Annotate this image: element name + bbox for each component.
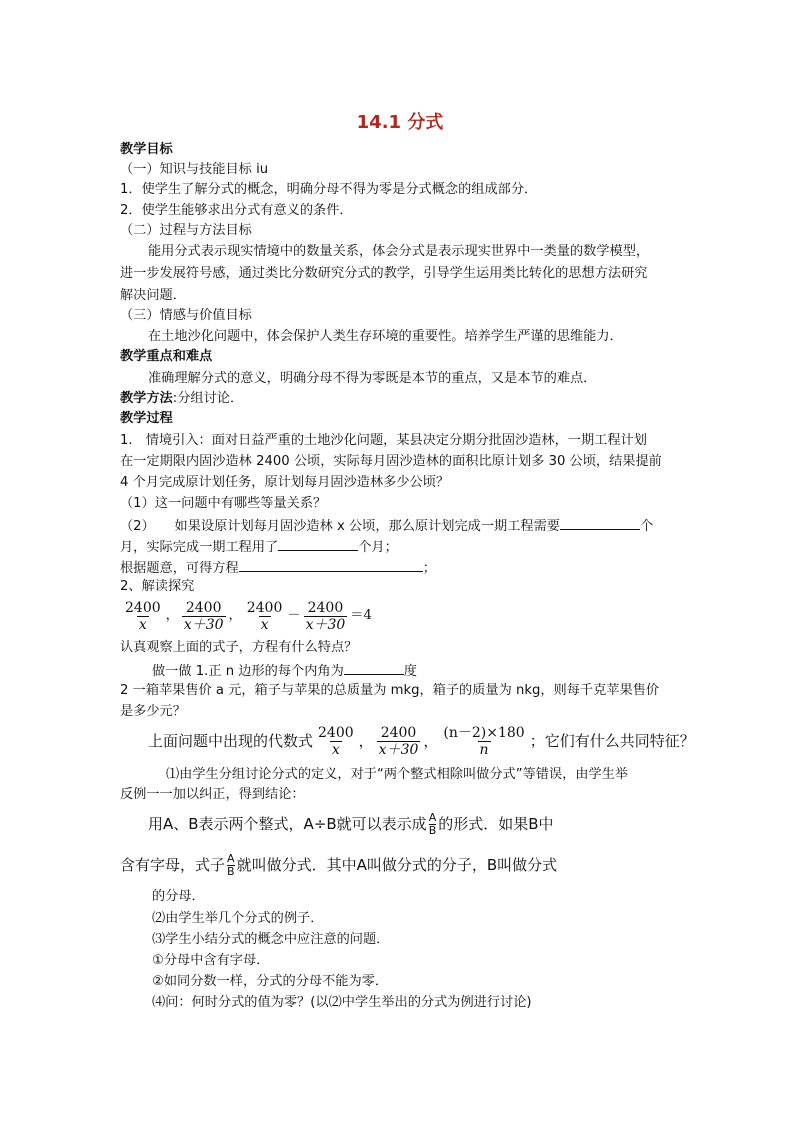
- step3: ⑶学生小结分式的概念中应注意的问题．: [152, 932, 390, 947]
- key-para: 准确理解分式的意义，明确分母不得为零既是本节的重点，又是本节的难点．: [148, 371, 597, 386]
- goal1-item1: 1．使学生了解分式的概念，明确分母不得为零是分式概念的组成部分．: [120, 182, 538, 197]
- fraction-row: $\frac{2400}{x}$ ， $\frac{2400}{x+30}$ ， $\frac{2400}{x}$ － $\frac{2400}{x+30}$ ＝4: [125, 599, 372, 633]
- equation-fraction-1: $\frac{2400}{x}$: [246, 599, 283, 633]
- expr-fraction-1: $\frac{2400}{x}$: [318, 724, 354, 758]
- goal2-para-line3: 解决问题．: [120, 288, 186, 303]
- answer-blank-2[interactable]: [278, 537, 358, 551]
- question3-line: [120, 558, 436, 578]
- step4: ⑷问：何时分式的值为零？(以⑵中学生举出的分式为例进行讨论): [152, 995, 532, 1010]
- expression-row: 上面问题中出现的代数式 $\frac{2400}{x}$ ， $\frac{2400}{x+30}$ ， $\frac{(n-2)\times 180}{n}$ ；它们有什么共同特征？: [148, 724, 695, 758]
- expr-fraction-3: $\frac{(n-2)\times 180}{n}$: [443, 724, 525, 758]
- definition-text3: 含有字母，式子: [120, 856, 226, 874]
- definition-text4: 就叫做分式．其中A叫做分式的分子，B叫做分式: [236, 856, 558, 874]
- method-line: [120, 390, 243, 408]
- goal3-heading: （三）情感与价值目标: [120, 308, 252, 323]
- expression-question: ；它们有什么共同特征？: [529, 732, 695, 750]
- goal1-item2: 2．使学生能够求出分式有意义的条件．: [120, 203, 353, 218]
- try-unit: 度: [403, 664, 417, 679]
- question2-line1: [120, 516, 653, 536]
- question2-unit2: 个月；: [358, 540, 398, 555]
- definition-line3: 的分母．: [152, 889, 205, 904]
- fraction-a-over-b-2: A B: [227, 851, 235, 878]
- observe-line: 认真观察上面的式子，方程有什么特点？: [120, 640, 358, 655]
- answer-blank-3[interactable]: [239, 558, 423, 572]
- definition-line1: [148, 808, 554, 840]
- goal2-para-line2: 进一步发展符号感，通过类比分数研究分式的教学，引导学生运用类比转化的思想方法研究: [120, 266, 648, 281]
- discussion-line1: ⑴由学生分组讨论分式的定义，对于“两个整式相除叫做分式”等错误，由学生举: [166, 767, 629, 782]
- step3-note1: ①分母中含有字母．: [152, 953, 270, 968]
- goal3-para: 在土地沙化问题中，体会保护人类生存环境的重要性。培养学生严谨的思维能力．: [148, 329, 623, 344]
- fraction-2400-over-x30: $\frac{2400}{x+30}$: [183, 599, 224, 633]
- expression-text: 上面问题中出现的代数式: [148, 732, 314, 750]
- fraction-2400-over-x: $\frac{2400}{x}$: [125, 599, 161, 633]
- question3-text: 根据题意，可得方程: [120, 561, 239, 576]
- try-text: 做一做 1.正 n 边形的每个内角为: [152, 664, 344, 679]
- goal2-para-line1: 能用分式表示现实情境中的数量关系，体会分式是表示现实世界中一类量的数学模型，: [148, 244, 650, 259]
- explore-heading: 2、解读探究: [120, 579, 195, 594]
- method-value: :分组讨论．: [172, 391, 244, 406]
- apple-line2: 是多少元？: [120, 704, 186, 719]
- equation-fraction-2: $\frac{2400}{x+30}$: [305, 599, 346, 633]
- apple-line1: 2 一箱苹果售价 a 元，箱子与苹果的总质量为 mkg，箱子的质量为 nkg，则每千克苹果售价: [120, 683, 660, 698]
- document-title: 14.1 分式: [356, 112, 444, 133]
- goals-heading: 教学目标: [120, 142, 173, 157]
- problem1-line2: 在一定期限内固沙造林 2400 公顷，实际每月固沙造林的面积比原计划多 30 公顷，结果提前: [120, 454, 662, 469]
- try-line: [152, 661, 417, 681]
- discussion-line2: 反例一一加以纠正，得到结论：: [120, 787, 305, 802]
- expr-fraction-2: $\frac{2400}{x+30}$: [378, 724, 419, 758]
- answer-blank-1[interactable]: [560, 516, 640, 530]
- process-heading: 教学过程: [120, 411, 173, 426]
- question3-end: ；: [422, 561, 436, 576]
- question2-text: （2） 如果设原计划每月固沙造林 x 公顷，那么原计划完成一期工程需要: [120, 519, 560, 534]
- problem1-line1: 1. 情境引入：面对日益严重的土地沙化问题，某县决定分期分批固沙造林，一期工程计划: [120, 433, 647, 448]
- step2: ⑵由学生举几个分式的例子．: [152, 911, 324, 926]
- question2-unit: 个: [639, 519, 654, 534]
- goal2-heading: （二）过程与方法目标: [120, 223, 252, 238]
- question2-line2: [120, 537, 398, 557]
- step3-note2: ②如同分数一样，分式的分母不能为零．: [152, 974, 389, 989]
- question2-text2: 月，实际完成一期工程用了: [120, 540, 279, 555]
- problem1-line3: 4 个月完成原计划任务，原计划每月固沙造林多少公顷？: [120, 475, 450, 490]
- key-heading: 教学重点和难点: [120, 349, 213, 364]
- definition-line2: [120, 849, 557, 881]
- question1: （1）这一问题中有哪些等量关系？: [120, 496, 327, 511]
- definition-text2: 的形式．如果B中: [438, 815, 554, 833]
- definition-text1: 用A、B表示两个整式，A÷B就可以表示成: [148, 815, 427, 833]
- method-label: 教学方法: [120, 391, 173, 406]
- fraction-a-over-b: A B: [428, 810, 437, 837]
- answer-blank-4[interactable]: [344, 661, 404, 675]
- equation-result: ＝4: [350, 608, 372, 623]
- goal1-heading: （一）知识与技能目标 iu: [120, 162, 269, 177]
